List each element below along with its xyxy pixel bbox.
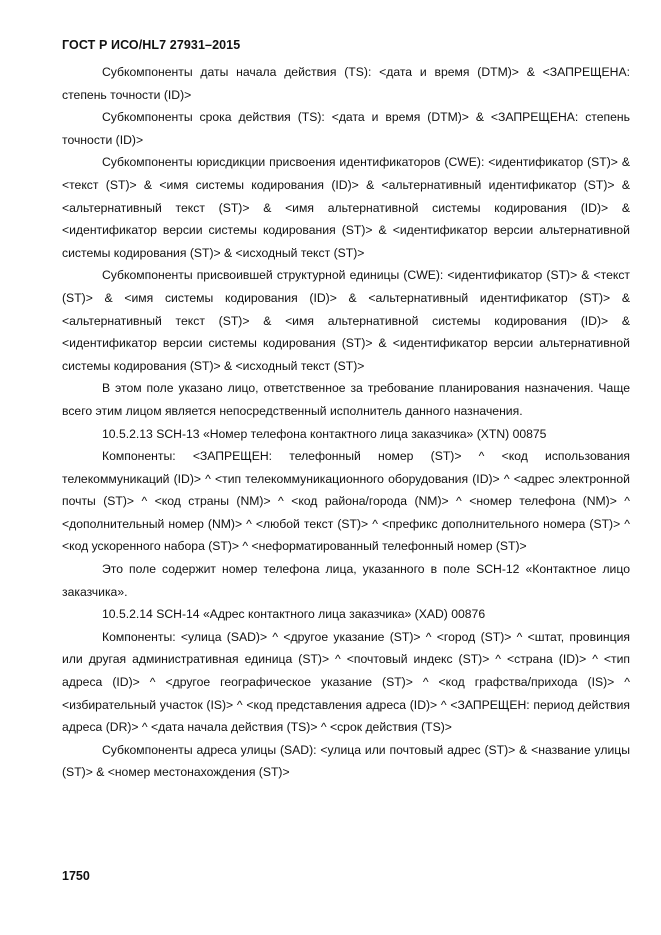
section-heading: 10.5.2.13 SCH-13 «Номер телефона контактного лица заказчика» (XTN) 00875 [102, 426, 547, 441]
paragraph: В этом поле указано лицо, ответственное за требование планирования назначения. Чаще всего этим лицом является непосредственный исполнитель данного назначения. [62, 381, 630, 418]
paragraph: Компоненты: <улица (SAD)> ^ <другое указание (ST)> ^ <город (ST)> ^ <штат, провинция или другая административная единица (ST)> ^ <почтовый индекс (ST)> ^ <страна (ID)> ^ <тип адреса (ID)> ^ <другое географическое указание (ST)> ^ <код графства/прихода (IS)> ^ <избирательный участок (IS)> ^ <код представления адреса (ID)> ^ <ЗАПРЕЩЕН: период действия адреса (DR)> ^ <дата начала действия (TS)> ^ <срок действия (TS)> [62, 629, 630, 735]
page-number: 1750 [62, 869, 90, 883]
paragraph: Субкомпоненты срока действия (TS): <дата и время (DTM)> & <ЗАПРЕЩЕНА: степень точности (ID)> [62, 110, 630, 147]
section-heading: 10.5.2.14 SCH-14 «Адрес контактного лица заказчика» (XAD) 00876 [102, 607, 486, 622]
document-header: ГОСТ Р ИСО/HL7 27931–2015 [62, 38, 241, 52]
paragraph: Это поле содержит номер телефона лица, указанного в поле SCH-12 «Контактное лицо заказчика». [62, 562, 630, 599]
paragraph: Субкомпоненты даты начала действия (TS): <дата и время (DTM)> & <ЗАПРЕЩЕНА: степень точности (ID)> [62, 65, 630, 102]
paragraph: Субкомпоненты юрисдикции присвоения идентификаторов (CWE): <идентификатор (ST)> & <текст (ST)> & <имя системы кодирования (ID)> & <альтернативный идентификатор (ST)> & <альтернативный текст (ST)> & <имя альтернативной системы кодирования (ID)> & <идентификатор версии системы кодирования (ST)> & <идентификатор версии альтернативной системы кодирования (ST)> & <исходный текст (ST)> [62, 155, 630, 260]
paragraph: Компоненты: <ЗАПРЕЩЕН: телефонный номер (ST)> ^ <код использования телекоммуникаций (ID)> ^ <тип телекоммуникационного оборудования (ID)> ^ <адрес электронной почты (ST)> ^ <код страны (NM)> ^ <код района/города (NM)> ^ <номер телефона (NM)> ^ <дополнительный номер (NM)> ^ <любой текст (ST)> ^ <префикс дополнительного номера (ST)> ^ <код ускоренного набора (ST)> ^ <неформатированный телефонный номер (ST)> [62, 449, 630, 554]
paragraph: Субкомпоненты присвоившей структурной единицы (CWE): <идентификатор (ST)> & <текст (ST)> & <имя системы кодирования (ID)> & <альтернативный идентификатор (ST)> & <альтернативный текст (ST)> & <имя альтернативной системы кодирования (ID)> & <идентификатор версии системы кодирования (ST)> & <идентификатор версии альтернативной системы кодирования (ST)> & <исходный текст (ST)> [62, 268, 630, 373]
paragraph: Субкомпоненты адреса улицы (SAD): <улица или почтовый адрес (ST)> & <название улицы (ST)> & <номер местонахождения (ST)> [62, 742, 630, 780]
document-body [62, 61, 630, 784]
